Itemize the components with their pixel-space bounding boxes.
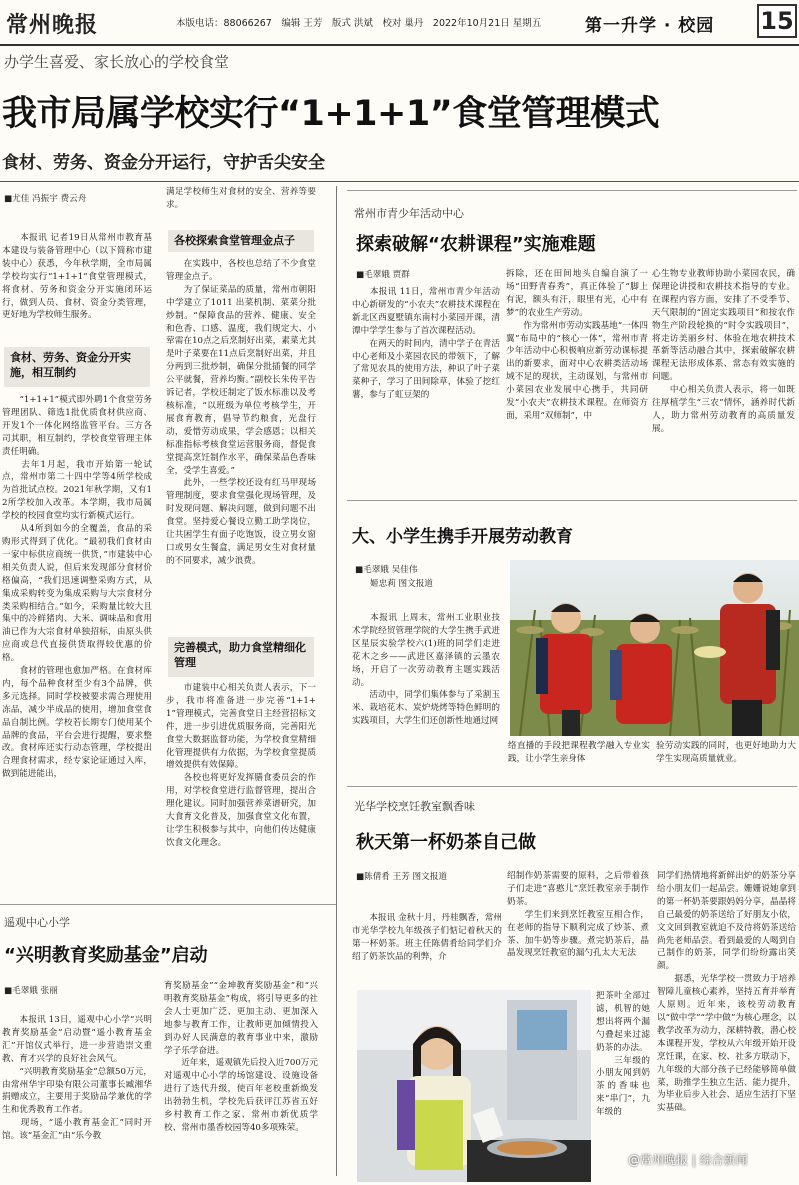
milktea-photo-image xyxy=(357,990,591,1182)
farming-section: 常州市青少年活动中心 xyxy=(354,207,464,220)
lead-subhead-b: 各校探索食堂管理金点子 xyxy=(168,230,314,252)
milktea-headline: 秋天第一杯奶茶自己做 xyxy=(356,832,536,853)
fund-col1: 本报讯 13日，遥观中心小学“兴明教育奖励基金”启动暨“遥小教育基金汇”开馆仪式举行，进一步营造崇文重教、育才兴学的良好社会风气。 “兴明教育奖励基金”总额50万元，由常州华宇印染有限公司董事长臧湘华捐赠成立，主要用于奖励品学兼优的学生和优秀教育工作者。 现场，“遥小教育基金汇”同时开馆。该“基金汇”由“乐今教 xyxy=(2,1015,152,1142)
farming-byline: ■毛翠娥 贾群 xyxy=(356,270,410,280)
lead-col1-intro: 本报讯 记者19日从常州市教育基本建设与装备管理中心（以下简称市建装中心）获悉，今年秋学期，全市局属学校均实行“1+1+1”食堂管理模式，将食材、劳务和资金分开实施闭环运行，做到人员、食材、资金分类管理，更好地为学校师生服务。 xyxy=(2,233,152,321)
milktea-col3: 同学们热情地将新鲜出炉的奶茶分享给小朋友们一起品尝。姗姗说她拿到的第一杯奶茶要跟妈妈分享，晶晶将自己最爱的奶茶送给了好朋友小依，文文回到教室就迫不及待将奶茶送给尚先老师品尝。看到最爱的人喝到自己制作的奶茶，同学们纷纷露出笑颜。 据悉，光华学校一贯致力于培养智障儿童核心素养，坚持五育并举育人原则。近年来，该校劳动教育以“做中学”“学中做”为核心理念，以教学改革为动力，深耕特教，潜心校本课程开发，学校从六年级开始开设烹饪课，在家、校、社多方联动下，九年级的大部分孩子已经能够简单做菜，助推学生独立生活、能力提升，为毕业后步入社会、适应生活打下坚实基础。 xyxy=(657,871,796,1114)
column-divider xyxy=(336,186,337,1176)
milktea-photo xyxy=(357,990,591,1182)
lead-kicker: 办学生喜爱、家长放心的学校食堂 xyxy=(4,53,230,71)
masthead-logo: 常州晚报 xyxy=(6,12,99,38)
lead-subhead: 食材、劳务、资金分开运行，守护舌尖安全 xyxy=(2,153,325,173)
labor-byline: ■毛翠娥 吴佳伟 xyxy=(355,565,418,575)
section-title: 第一升学 · 校园 xyxy=(585,16,715,36)
lead-col1-body: “1+1+1”模式即外聘1个食堂劳务管理团队、筛选1批优质食材供应商、开发1个一体化网络监管平台。三方各司其职，相互制约，学校食堂管理主体责任明确。 去年1月起，我市开始第一轮试点，常州市第二十四中学等4所学校成为首批试点校。2021年秋学期，又有12所学校加入改革。本学期，我市局属学校的校园食堂均实行新模式运行。 从4所到如今的全覆盖，食品的采购形式得到了优化。“最初我们食材由一家中标供应商统一供货，”市建装中心相关负责人说，但后来发现部分食材价格偏高，“我们迅速调整采购方式，从集成采购转变为集成采购与大宗食材分类采购相结合。”如今，采购量比较大且集中的冷鲜猪肉、大米、调味品和食用油已作为大宗食材单独招标，由原头供应商或总代直接供货取得较优惠的价格。 食材的管理也愈加严格。在食材库内，每个品种食材至少有3个品牌，供多元选择。同时学校被要求需合理使用冻品，减少半成品的使用，增加食堂食品自制比例。学校若长期专门使用某个品牌的食品，平台会进行提醒，要求整改。食材库还实行动态管理，学校提出合理食材需求，经专家论证通过入库，做到能进能出， xyxy=(2,395,152,780)
header-rule xyxy=(0,44,799,46)
farming-col1: 本报讯 11日，常州市青少年活动中心新研发的“小农夫”农耕技术课程在新北区西夏墅镇东南村小菜园开课，清潭中学学生参与了首次课程活动。 在两天的时间内，清中学子在青活中心老师及小菜园农民的带领下，了解了常见农具的使用方法，种识了叶子菜菜种子，学习了田间除草，体验了挖红薯，参与了虹豆架的 xyxy=(352,287,500,401)
farming-col2: 拆除，还在田间地头自编自演了一场“田野青春秀”，真正体验了“脚上有泥，额头有汗，眼里有光，心中有梦”的农业生产劳动。 作为常州市劳动实践基地“一体四翼”布局中的“核心一体”，常州市青少年活动中心积极响应新劳动课标提出的新要求，面对中心农耕类活动场域不足的现状，主动谋划，与常州市小菜园农业发展中心携手，共同研发“小农夫”农耕技术课程。在师资方面，采用“双师制”，中 xyxy=(506,269,648,421)
lead-headline: 我市局属学校实行“1+1+1”食堂管理模式 xyxy=(2,94,660,134)
milktea-byline: ■陈倩肴 王芳 图文报道 xyxy=(356,872,447,882)
labor-col2: 络直播的手段把课程教学融入专业实践，让小学生亲身体 xyxy=(508,741,650,764)
labor-col3: 验劳动实践的同时，也更好地助力大学生实现高质量就业。 xyxy=(656,741,796,764)
lead-rule xyxy=(0,181,799,182)
milktea-col2: 绍制作奶茶需要的原料，之后带着孩子们走进“喜憨儿”烹饪教室亲手制作奶茶。 学生们来到烹饪教室互相合作，在老师的指导下顺利完成了炒茶、煮茶、加牛奶等步骤。煮完奶茶后，晶晶发现烹饪教室的漏勺孔太大无法 xyxy=(507,871,649,959)
fund-section: 遥观中心小学 xyxy=(4,916,70,929)
milktea-col1: 本报讯 金秋十月，丹桂飘香，常州市光华学校九年级孩子们惦记着秋天的第一杯奶茶。班主任陈倩肴给同学们介绍了奶茶饮品的利弊，介 xyxy=(352,913,502,962)
lead-col2-top: 满足学校师生对食材的安全、营养等要求。 xyxy=(166,187,316,210)
labor-headline: 大、小学生携手开展劳动教育 xyxy=(352,527,573,547)
header-info: 本版电话：88066267 编辑 王芳 版式 洪斌 校对 巢丹 2022年10月21日 星期五 xyxy=(176,18,542,29)
fund-headline: “兴明教育奖励基金”启动 xyxy=(4,945,208,966)
labor-photo xyxy=(510,560,799,736)
milktea-section: 光华学校烹饪教室飘香味 xyxy=(354,800,475,813)
lead-subhead-c: 完善模式，助力食堂精细化管理 xyxy=(168,637,314,677)
lead-col2-body: 在实践中，各校也总结了不少食堂管理金点子。 为了保证菜品的质量，常州市朝阳中学建立了1011 出菜机制、菜菜分批炒制。“保障食品的营养、健康、安全和色香、口感、温度，我们规定大、小荤需在10点之后烹制好出菜，素菜尤其是叶子菜要在11点后烹制好出菜，并且分两到三批炒制，确保分批插餐的同学公平就餐，营养均衡。”副校长朱传平告诉记者，学校还制定了饭水标准以及考核标准，“以班级为单位考核学生，开展食育教育，倡导节约粮食，光盘行动，爱惜劳动成果，学会感恩；以相关标准指标考核食堂运营服务商，督促食堂提高烹饪制作水平，确保菜品色香味全，受学生喜爱。” 此外，一些学校还设有红马甲现场管理制度，要求食堂强化现场管理，及时发现问题、解决问题，做到问题不出食堂。坚持爱心餐设立勤工助学岗位，让共困学生有面子吃饱饭，设立男女窗口或男女生餐盒，满足男女生对食材量的不同要求，减少浪费。 xyxy=(166,259,316,566)
lead-subhead-a: 食材、劳务、资金分开实施，相互制约 xyxy=(4,347,150,387)
farming-headline: 探索破解“农耕课程”实施难题 xyxy=(356,234,596,255)
milktea-rule xyxy=(347,786,797,787)
lead-byline: ■尤佳 冯振宇 费云舟 xyxy=(4,194,87,204)
lead-col2-end: 市建装中心相关负责人表示，下一步，我市将准备进一步完善“1+1+1”管理模式，完善食堂日主经营招标文件，进一步引进优质服务商，完善阳光食堂大数据监督功能，为学校食堂精细化管理提供有力依据，为学校食堂提质增效提供有效保障。 各校也将更好发挥膳食委员会的作用，对学校食堂进行监督管理，提出合理化建议。同时加强营养菜谱研究，加大食育文化普及，加强食堂文化布置，让学生积极参与其中，向他们传达健康饮食文化理念。 xyxy=(166,683,316,848)
watermark: @常州晚报 | 综合新闻 xyxy=(628,1153,748,1167)
labor-col1: 本报讯 上周末，常州工业职业技术学院经贸管理学院的大学生携手武进区星辰实验学校六(1)班的同学们走进花木之乡——武进区嘉泽镇的云墨农场，开启了一次劳动教育主题实践活动。 活动中，同学们集体参与了采割玉米、栽培花木、炭炉烧烤等特色鲜明的实践项目，大学生们还创新性地通过网 xyxy=(352,613,500,727)
milktea-col1b: 把茶叶全部过滤，机智的她想出将两个漏勺叠起来过滤奶茶的办法。 三年级的小朋友闻到奶茶的香味也来“串门”，九年级的 xyxy=(596,991,650,1118)
fund-col2: 育奖励基金”“金坤教育奖励基金”和“兴明教育奖励基金”构成，将引导更多的社会人士更加广泛、更加主动、更加深入地参与教育工作，让教师更加倾情投入到办好人民满意的教育事业中来，激励学子乐学奋进。 近年来，遥观镇先后投入近700万元对遥观中心小学的场馆建设、设施设备进行了迭代升级，使百年老校重新焕发出勃勃生机，学校先后获评江苏省五好乡村教育工作之家、常州市新优质学校、常州市墨香校园等40多项殊荣。 xyxy=(164,981,318,1133)
fund-rule xyxy=(0,904,336,905)
farming-rule xyxy=(347,190,797,191)
labor-rule xyxy=(347,500,797,501)
farming-col3: 心生物专业教师协助小菜园农民，确保理论讲授和农耕技术指导的专业。在课程内容方面，安排了不受季节、天气限制的“固定实践项目”和按农作物生产阶段轮换的“时令实践项目”，将走访美丽乡村、体验在地农耕技术革新等活动融合其中，探索破解农耕课程无法形成体系、常态有效实施的问题。 中心相关负责人表示，将一如既往厚植学生“三农”情怀，涵养时代新人，助力常州劳动教育的高质量发展。 xyxy=(652,269,795,434)
labor-photo-image xyxy=(510,560,799,736)
page-number: 15 xyxy=(757,4,797,38)
fund-byline: ■毛翠娥 张丽 xyxy=(4,986,58,996)
labor-byline-2: 姬忠莉 图文报道 xyxy=(370,579,433,589)
